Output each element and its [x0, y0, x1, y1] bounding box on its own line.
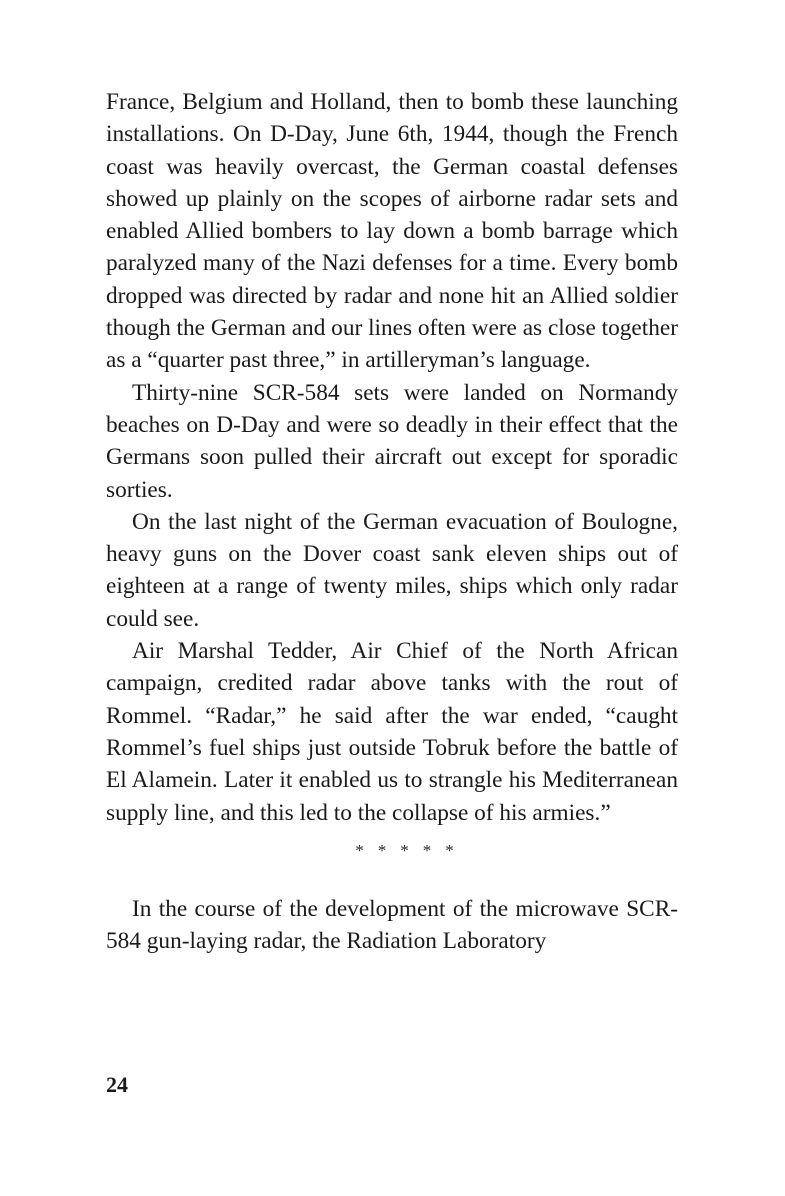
asterisk: * — [377, 840, 387, 860]
paragraph-continued: France, Belgium and Holland, then to bomb these launching installations. On D-Day, June 6th, 1944, though the French coast was heavily overcast, the German coastal defenses showed up plainly on the scopes of airborne radar sets and enabled Allied bombers to lay down a bomb barrage which paralyzed many of the Nazi defenses for a time. Every bomb dropped was directed by radar and none hit an Allied soldier though the German and our lines often were as close together as a “quarter past three,” in artilleryman’s language. — [106, 89, 678, 374]
paragraph-scr584-normandy: Thirty-nine SCR-584 sets were landed on Normandy beaches on D-Day and were so deadly in their effect that the Germans soon pulled their aircraft out except for sporadic sorties. — [106, 379, 678, 503]
section-break-asterisks — [106, 841, 678, 881]
page-number: 24 — [106, 1072, 128, 1097]
asterisk: * — [422, 840, 432, 860]
paragraph-tedder: Air Marshal Tedder, Air Chief of the North African campaign, credited radar above tanks with the rout of Rommel. “Radar,” he said after the war ended, “caught Rommel’s fuel ships just outside Tobruk before the battle of El Alamein. Later it enabled us to strangle his Mediterranean supply line, and this led to the collapse of his armies.” — [106, 638, 678, 826]
page-body — [106, 86, 678, 957]
asterisk: * — [445, 840, 454, 860]
paragraph-boulogne: On the last night of the German evacuation of Boulogne, heavy guns on the Dover coast sank eleven ships out of eighteen at a range of twenty miles, ships which only radar could see. — [106, 508, 678, 632]
asterisk: * — [400, 840, 409, 860]
paragraph-radiation-laboratory: In the course of the development of the microwave SCR-584 gun-laying radar, the Radiation Laboratory — [106, 895, 678, 955]
asterisk: * — [355, 840, 364, 860]
